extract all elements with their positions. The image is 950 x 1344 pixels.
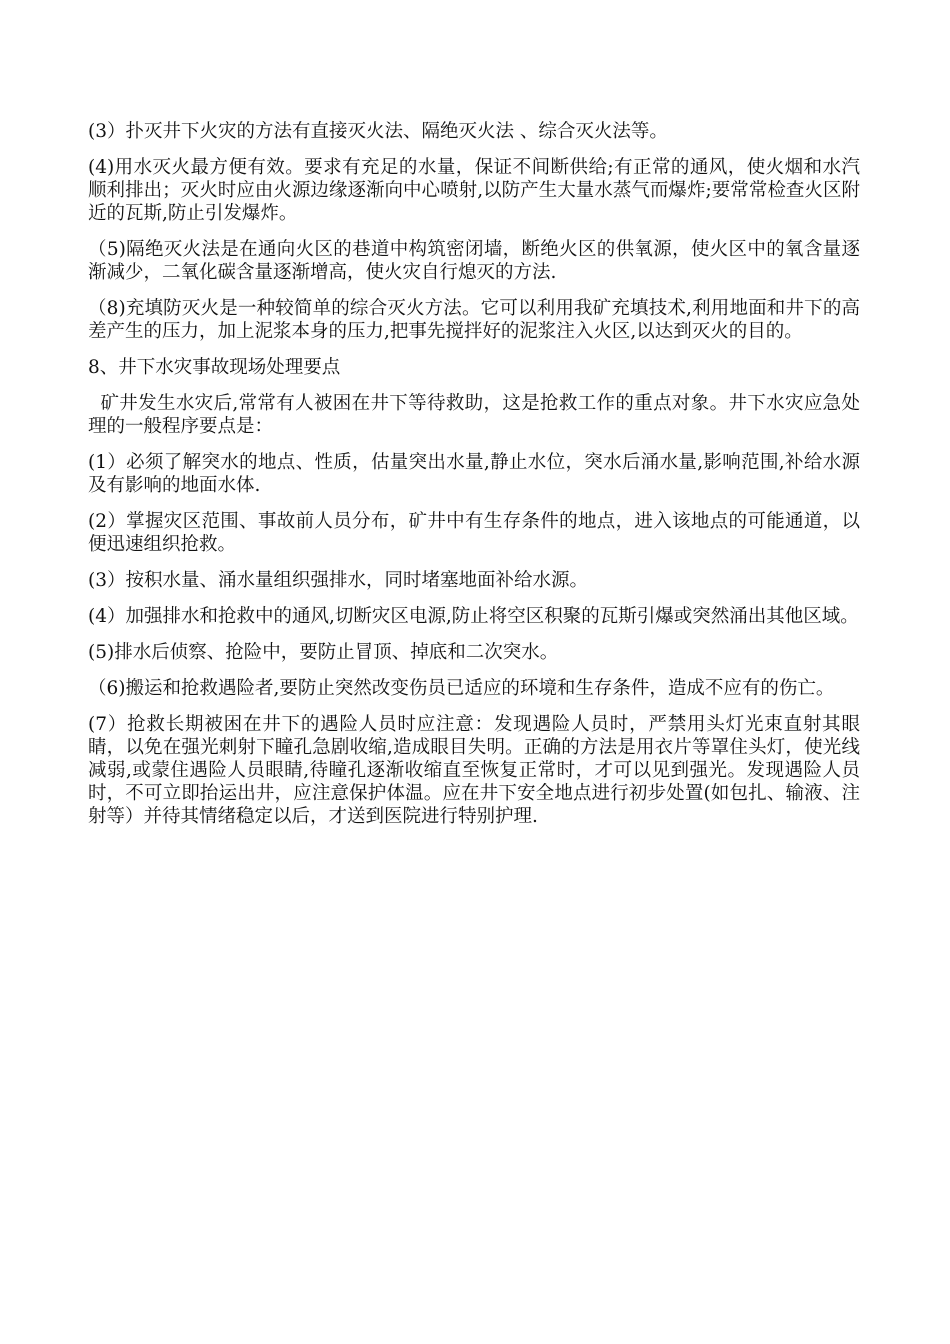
paragraph-water-extinguishing: (4)用水灭火最方便有效。要求有充足的水量，保证不间断供给;有正常的通风，使火烟和水汽顺利排出；灭火时应由火源边缘逐渐向中心喷射,以防产生大量水蒸气而爆炸;要常常检查火区附近的瓦斯,防止引发爆炸。 xyxy=(88,157,860,224)
paragraph-flood-step-4: (4）加强排水和抢救中的通风,切断灾区电源,防止将空区积聚的瓦斯引爆或突然涌出其他区域。 xyxy=(88,606,859,627)
paragraph-flood-step-7: (7）抢救长期被困在井下的遇险人员时应注意：发现遇险人员时，严禁用头灯光束直射其眼睛，以免在强光刺射下瞳孔急剧收缩,造成眼目失明。正确的方法是用衣片等罩住头灯，使光线减弱,或蒙住遇险人员眼睛,待瞳孔逐渐收缩直至恢复正常时，才可以见到强光。发现遇险人员时，不可立即抬运出井，应注意保护体温。应在井下安全地点进行初步处置(如包扎、输液、注射等）并待其情绪稳定以后，才送到医院进行特别护理. xyxy=(88,714,860,827)
paragraph-filling-method: （8)充填防灭火是一种较简单的综合灭火方法。它可以利用我矿充填技术,利用地面和井下的高差产生的压力，加上泥浆本身的压力,把事先搅拌好的泥浆注入火区,以达到灭火的目的。 xyxy=(88,298,860,342)
section-heading-flood: 8、井下水灾事故现场处理要点 xyxy=(88,357,341,378)
paragraph-flood-step-1: (1）必须了解突水的地点、性质，估量突出水量,静止水位，突水后涌水量,影响范围,补给水源及有影响的地面水体. xyxy=(88,452,860,496)
paragraph-isolation-method: （5)隔绝灭火法是在通向火区的巷道中构筑密闭墙，断绝火区的供氧源，使火区中的氧含量逐渐减少，二氧化碳含量逐渐增高，使火灾自行熄灭的方法. xyxy=(88,239,860,283)
paragraph-flood-step-5: (5)排水后侦察、抢险中，要防止冒顶、掉底和二次突水。 xyxy=(88,642,559,663)
document-body xyxy=(88,120,860,841)
paragraph-flood-step-3: (3）按积水量、涌水量组织强排水，同时堵塞地面补给水源。 xyxy=(88,570,588,591)
paragraph-flood-step-6: （6)搬运和抢救遇险者,要防止突然改变伤员已适应的环境和生存条件，造成不应有的伤亡。 xyxy=(88,678,835,699)
paragraph-fire-methods: (3）扑灭井下火灾的方法有直接灭火法、隔绝灭火法 、综合灭火法等。 xyxy=(88,121,668,142)
paragraph-flood-intro: 矿井发生水灾后,常常有人被困在井下等待救助，这是抢救工作的重点对象。井下水灾应急处理的一般程序要点是： xyxy=(88,393,860,437)
paragraph-flood-step-2: (2）掌握灾区范围、事故前人员分布，矿井中有生存条件的地点，进入该地点的可能通道，以便迅速组织抢救。 xyxy=(88,511,860,555)
